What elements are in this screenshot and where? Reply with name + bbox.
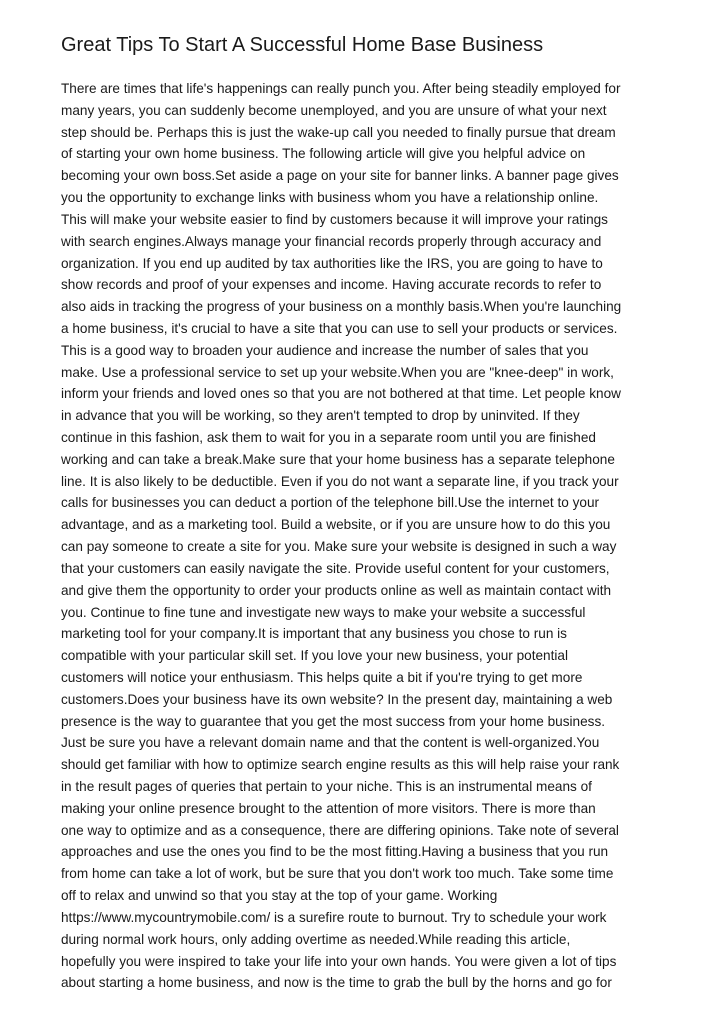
document-title: Great Tips To Start A Successful Home Base Business	[61, 34, 544, 56]
text-line: in the result pages of queries that pertain to your niche. This is an instrumental means of	[61, 779, 592, 794]
text-line: step should be. Perhaps this is just the wake-up call you needed to finally pursue that dream	[61, 124, 616, 140]
text-line: should get familiar with how to optimize search engine results as this will help raise your rank	[61, 757, 620, 773]
text-line: many years, you can suddenly become unemployed, and you are unsure of what your next	[61, 102, 607, 118]
text-line: that your customers can easily navigate the site. Provide useful content for your customers,	[61, 560, 610, 576]
text-line: and give them the opportunity to order your products online as well as maintain contact with	[61, 582, 612, 598]
text-line: off to relax and unwind so that you stay at the top of your game. Working	[61, 888, 498, 904]
text-line: in advance that you will be working, so they aren't tempted to drop by uninvited. If they	[61, 408, 580, 424]
text-line: also aids in tracking the progress of your business on a monthly basis.When you're launching	[61, 299, 622, 315]
text-line: can pay someone to create a site for you. Make sure your website is designed in such a way	[61, 539, 617, 555]
text-line: make. Use a professional service to set up your website.When you are "knee-deep" in work,	[61, 364, 614, 380]
text-line: customers.Does your business have its own website? In the present day, maintaining a web	[61, 691, 613, 707]
text-line: about starting a home business, and now is the time to grab the bull by the horns and go for	[61, 975, 612, 991]
text-line: you the opportunity to exchange links with business whom you have a relationship online.	[61, 190, 599, 206]
text-line: This will make your website easier to find by customers because it will improve your ratings	[61, 211, 608, 227]
text-line: with search engines.Always manage your financial records properly through accuracy and	[61, 233, 602, 249]
text-line: calls for businesses you can deduct a portion of the telephone bill.Use the internet to your	[61, 495, 600, 511]
text-line: a home business, it's crucial to have a site that you can use to sell your products or services.	[61, 320, 618, 336]
text-line: you. Continue to fine tune and investigate new ways to make your website a successful	[61, 604, 586, 620]
text-line: There are times that life's happenings can really punch you. After being steadily employed for	[61, 81, 621, 96]
text-line: making your online presence brought to the attention of more visitors. There is more than	[61, 800, 596, 816]
text-line: organization. If you end up audited by tax authorities like the IRS, you are going to have to	[61, 255, 603, 271]
text-line: advantage, and as a marketing tool. Build a website, or if you are unsure how to do this you	[61, 517, 611, 533]
text-line: presence is the way to guarantee that you get the most success from your home business.	[61, 713, 606, 729]
text-line: one way to optimize and as a consequence, there are differing opinions. Take note of several	[61, 822, 619, 838]
text-line: line. It is also likely to be deductible. Even if you do not want a separate line, if you track your	[61, 473, 619, 489]
text-line: during normal work hours, only adding overtime as needed.While reading this article,	[61, 931, 571, 947]
text-line: of starting your own home business. The following article will give you helpful advice on	[61, 146, 586, 162]
text-line: hopefully you were inspired to take your life into your own hands. You were given a lot of tips	[61, 953, 617, 969]
text-line: becoming your own boss.Set aside a page on your site for banner links. A banner page gives	[61, 168, 619, 184]
text-line: from home can take a lot of work, but be sure that you don't work too much. Take some time	[61, 866, 614, 882]
text-line: continue in this fashion, ask them to wait for you in a separate room until you are finished	[61, 430, 596, 445]
text-line: compatible with your particular skill set. If you love your new business, your potential	[61, 648, 568, 664]
text-line: show records and proof of your expenses and income. Having accurate records to refer to	[61, 277, 602, 293]
text-line: Just be sure you have a relevant domain name and that the content is well-organized.You	[61, 735, 600, 751]
text-line: marketing tool for your company.It is important that any business you chose to run is	[61, 626, 567, 642]
text-line: This is a good way to broaden your audience and increase the number of sales that you	[61, 342, 589, 358]
text-line: approaches and use the ones you find to be the most fitting.Having a business that you run	[61, 844, 609, 860]
text-line: https://www.mycountrymobile.com/ is a surefire route to burnout. Try to schedule your work	[61, 909, 607, 925]
text-line: customers will notice your enthusiasm. This helps quite a bit if you're trying to get more	[61, 669, 583, 685]
article-body	[61, 78, 621, 994]
text-line: inform your friends and loved ones so that you are not bothered at that time. Let people know	[61, 386, 621, 402]
text-line: working and can take a break.Make sure that your home business has a separate telephone	[61, 451, 615, 467]
